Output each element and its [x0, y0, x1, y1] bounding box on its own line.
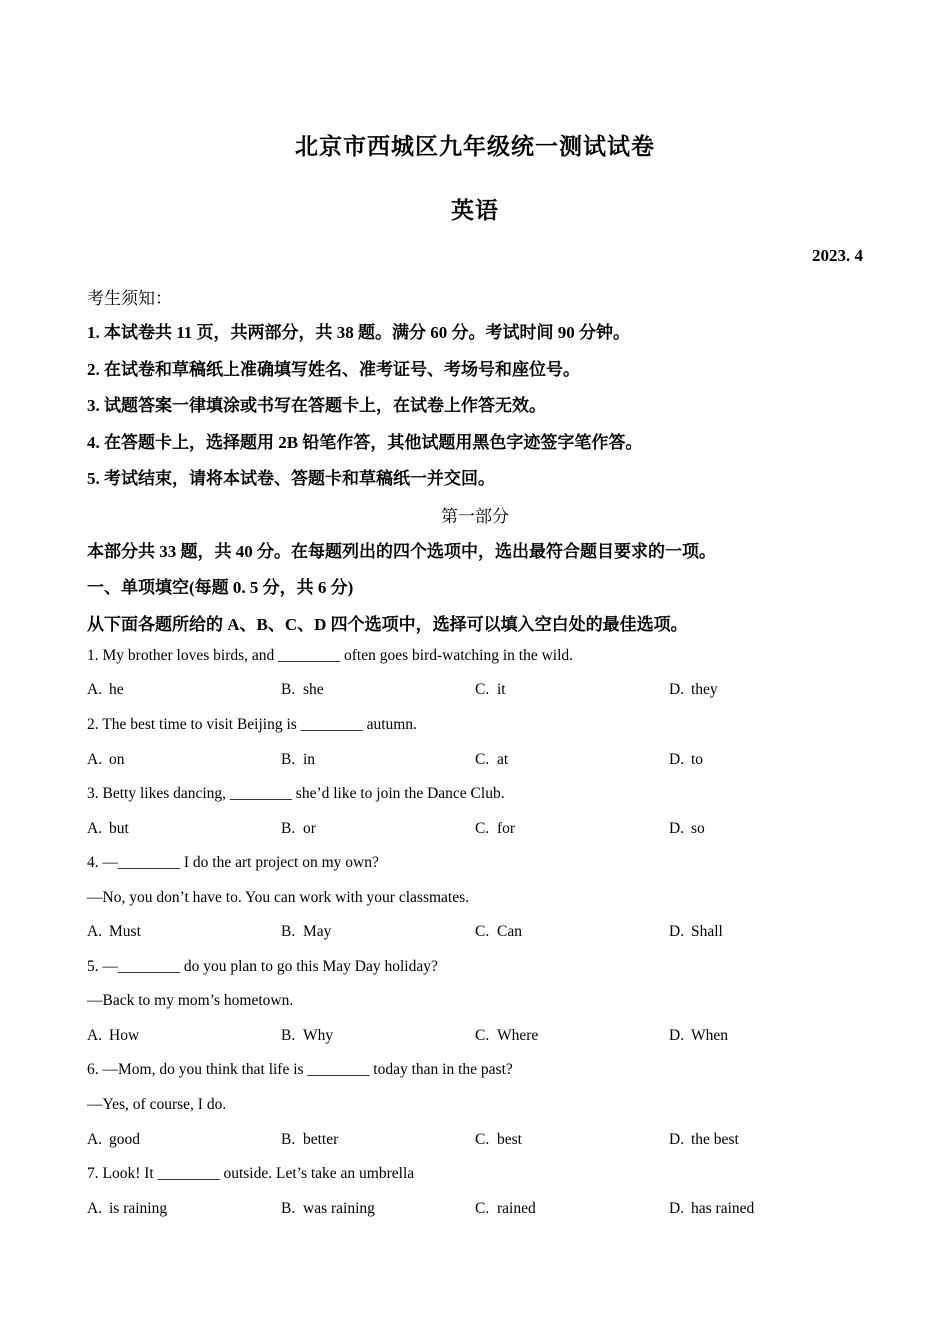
notice-item: 1. 本试卷共 11 页，共两部分，共 38 题。满分 60 分。考试时间 90 分钟。 [87, 323, 631, 342]
option-a: A. but [87, 820, 129, 837]
option-b: B. or [281, 820, 316, 837]
option-d: D. to [669, 751, 704, 768]
option-a: A. he [87, 681, 124, 698]
option-d: D. When [669, 1027, 729, 1044]
option-b: B. she [281, 681, 324, 698]
notice-item: 5. 考试结束，请将本试卷、答题卡和草稿纸一并交回。 [87, 469, 495, 488]
question-stem: 2. The best time to visit Beijing is ________ autumn. [87, 716, 417, 733]
option-c: C. best [475, 1131, 522, 1148]
option-d: D. so [669, 820, 705, 837]
question-reply: —Back to my mom’s hometown. [87, 992, 294, 1009]
option-b: B. was raining [281, 1200, 375, 1217]
exam-title: 北京市西城区九年级统一测试试卷 [295, 134, 655, 159]
notice-item: 4. 在答题卡上，选择题用 2B 铅笔作答，其他试题用黑色字迹签字笔作答。 [87, 433, 643, 452]
option-d: D. Shall [669, 923, 723, 940]
question-stem: 4. —________ I do the art project on my own? [87, 854, 379, 871]
option-b: B. in [281, 751, 316, 768]
subject-title: 英语 [451, 198, 499, 223]
notice-item: 3. 试题答案一律填涂或书写在答题卡上，在试卷上作答无效。 [87, 396, 546, 415]
question-stem: 3. Betty likes dancing, ________ she’d like to join the Dance Club. [87, 785, 505, 802]
question-stem: 7. Look! It ________ outside. Let’s take an umbrella [87, 1165, 415, 1182]
question-stem: 1. My brother loves birds, and ________ often goes bird-watching in the wild. [87, 647, 574, 664]
option-c: C. Where [475, 1027, 539, 1044]
option-c: C. rained [475, 1200, 536, 1217]
option-d: D. they [669, 681, 718, 698]
option-b: B. Why [281, 1027, 334, 1044]
option-d: D. has rained [669, 1200, 755, 1217]
option-a: A. is raining [87, 1200, 168, 1217]
option-d: D. the best [669, 1131, 739, 1148]
option-a: A. on [87, 751, 125, 768]
option-c: C. for [475, 820, 516, 837]
notice-heading: 考生须知： [87, 289, 172, 308]
question-reply: —Yes, of course, I do. [87, 1096, 227, 1113]
option-a: A. How [87, 1027, 140, 1044]
question-reply: —No, you don’t have to. You can work with your classmates. [87, 889, 470, 906]
exam-date: 2023. 4 [812, 246, 863, 265]
option-b: B. May [281, 923, 332, 940]
option-c: C. at [475, 751, 509, 768]
question-stem: 6. —Mom, do you think that life is ________ today than in the past? [87, 1061, 513, 1078]
question-stem: 5. —________ do you plan to go this May Day holiday? [87, 958, 438, 975]
part-title: 第一部分 [441, 507, 509, 526]
section-instruction: 从下面各题所给的 A、B、C、D 四个选项中，选择可以填入空白处的最佳选项。 [87, 615, 688, 634]
option-c: C. it [475, 681, 506, 698]
part-intro: 本部分共 33 题，共 40 分。在每题列出的四个选项中，选出最符合题目要求的一项。 [87, 542, 716, 561]
option-a: A. Must [87, 923, 141, 940]
notice-item: 2. 在试卷和草稿纸上准确填写姓名、准考证号、考场号和座位号。 [87, 360, 580, 379]
option-a: A. good [87, 1131, 140, 1148]
section-title: 一、单项填空(每题 0. 5 分，共 6 分) [87, 578, 354, 597]
option-c: C. Can [475, 923, 522, 940]
option-b: B. better [281, 1131, 339, 1148]
